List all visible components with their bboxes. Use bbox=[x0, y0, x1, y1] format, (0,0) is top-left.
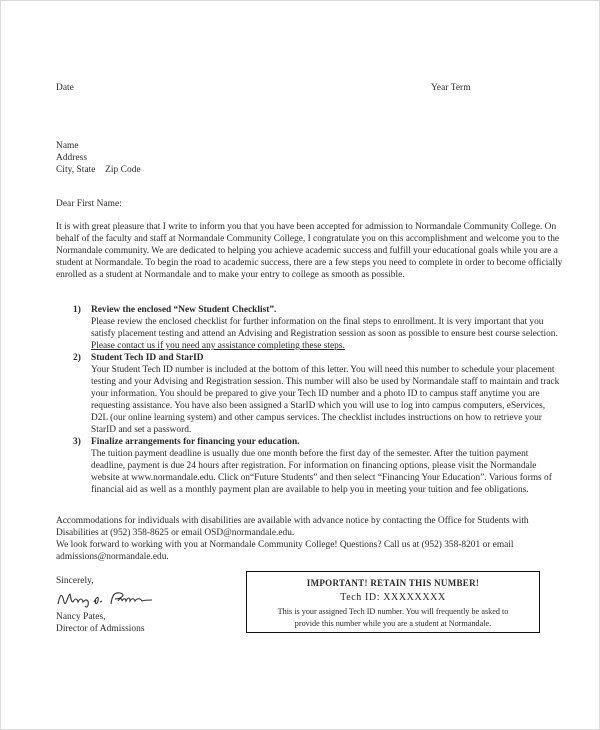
handwritten-signature-icon bbox=[56, 588, 166, 610]
tech-id-note-line-1: This is your assigned Tech ID number. You will frequently be asked to bbox=[277, 607, 509, 616]
closing-note: We look forward to working with you at Normandale Community College! Questions? Call us at (952) 358-8201 or email admissions@normandale.edu. bbox=[56, 540, 514, 562]
step-heading: Student Tech ID and StarID bbox=[91, 353, 204, 363]
salutation: Dear First Name: bbox=[56, 199, 122, 209]
tech-id-box bbox=[246, 571, 540, 633]
step-body: The tuition payment deadline is usually due one month before the first day of the semester. After the tuition payment deadline, payment is due 24 hours after registration. For information on financing options, please visit the Normandale website at www.normandale.edu. Click on“Future Students” and then select “Financing Your Education”. Various forms of financial aid as well as a monthly payment plan are available to help you in meeting your tuition and fee obligations. bbox=[91, 449, 552, 495]
contact-assistance-note: Please contact us if you need any assistance completing these steps. bbox=[91, 341, 345, 351]
step-body: Your Student Tech ID number is included at the bottom of this letter. You will need this number to schedule your placement testing and your Advising and Registration session. This number will also be used by Normandale staff to maintain and track your information. You should be prepared to give your Tech ID number and a photo ID to campus staff anytime you are requesting assistance. You have also been assigned a StarID which you will use to log into campus computers, eServices, D2L (our online learning system) and other campus services. The checklist includes instructions on how to retrieve your StarID and set a password. bbox=[91, 365, 560, 435]
step-number: 3) bbox=[73, 437, 81, 447]
step-heading: Finalize arrangements for financing your education. bbox=[91, 437, 300, 447]
step-body-text: Please review the enclosed checklist for further information on the final steps to enrollment. It is very important that you satisfy placement testing and attend an Advising and Registration session as soon as possible to ensure best course selection. bbox=[91, 317, 558, 339]
step-number: 2) bbox=[73, 353, 81, 363]
step-2 bbox=[73, 352, 563, 436]
step-body bbox=[91, 316, 563, 352]
step-number: 1) bbox=[73, 305, 81, 315]
recipient-name: Name bbox=[56, 141, 79, 151]
tech-id-value: Tech ID: XXXXXXXX bbox=[340, 592, 446, 603]
intro-paragraph: It is with great pleasure that I write to inform you that you have been accepted for admission to Normandale Community College. On behalf of the faculty and staff at Normandale Community College, I congratulate you on this accomplishment and welcome you to the Normandale community. We are dedicated to helping you achieve academic success and fulfill your educational goals while you are a student at Normandale. To begin the road to academic success, there are a few steps you need to complete in order to become officially enrolled as a student at Normandale and to make your entry to college as smooth as possible. bbox=[56, 222, 563, 280]
tech-id-box-title: IMPORTANT! RETAIN THIS NUMBER! bbox=[306, 578, 480, 588]
signer-name: Nancy Pates, bbox=[56, 612, 106, 622]
date-label: Date bbox=[56, 83, 74, 93]
accommodations-paragraph: Accommodations for individuals with disabilities are available with advance notice by contacting the Office for Students with Disabilities at (952) 358-8625 or email OSD@normandale.edu. bbox=[56, 516, 529, 538]
step-1 bbox=[73, 304, 563, 352]
signer-title: Director of Admissions bbox=[56, 624, 145, 634]
tech-id-note bbox=[247, 606, 539, 630]
step-3 bbox=[73, 436, 563, 508]
tech-id-note-line-2: provide this number while you are a student at Normandale. bbox=[294, 619, 492, 628]
step-heading: Review the enclosed “New Student Checklist”. bbox=[91, 305, 277, 315]
year-term-label: Year Term bbox=[431, 83, 471, 93]
closing-sincerely: Sincerely, bbox=[56, 576, 94, 586]
recipient-city-state-zip: City, State Zip Code bbox=[56, 165, 141, 175]
recipient-address: Address bbox=[56, 153, 88, 163]
